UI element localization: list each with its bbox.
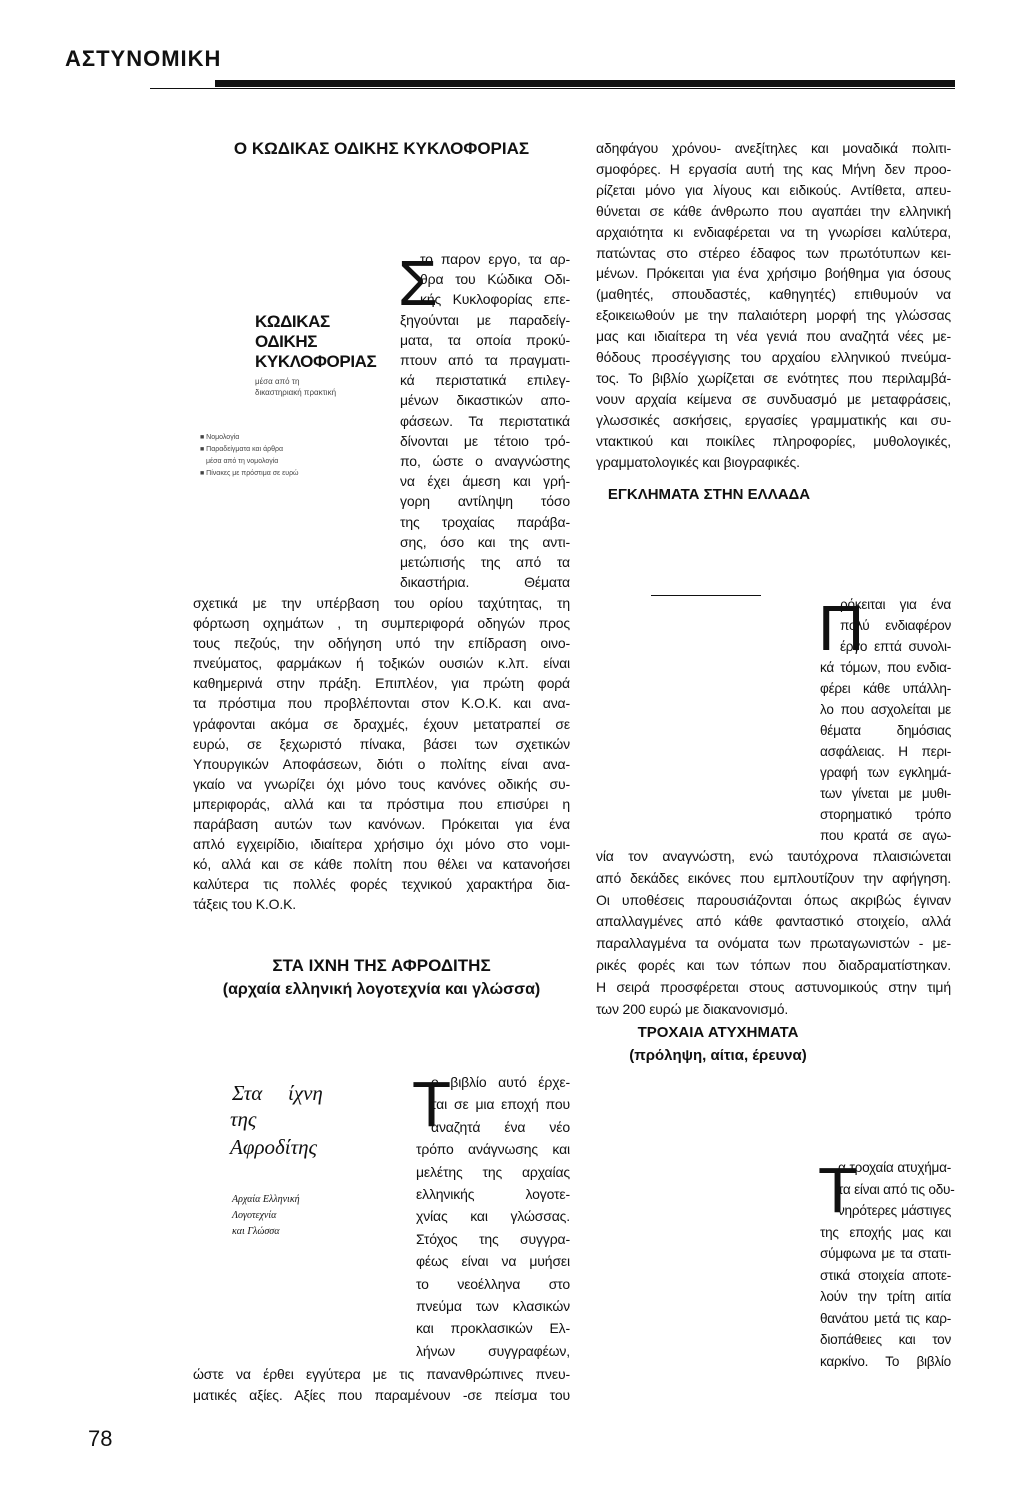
text-line: μετώπισής της από τα [400, 554, 570, 571]
text-line: Στόχος της συγγρα- [416, 1230, 570, 1247]
kok-text-full [193, 593, 570, 915]
text-line: φόρτωση οχημάτων , τη συμπεριφορά οδηγών προς [193, 615, 570, 632]
crimes-text-wrap [820, 594, 951, 846]
cover-subtitle-line: και Γλώσσα [232, 1226, 280, 1237]
kok-text-wrap [400, 249, 570, 592]
text-line: ρίζεται μόνο για λίγους και ειδικούς. Αντίθετα, απευ- [596, 181, 951, 198]
text-line: κά τόμων, που ενδια- [820, 660, 951, 675]
header-thin-rule [150, 88, 955, 89]
text-line: ελληνικής λογοτε- [416, 1186, 570, 1203]
text-line: γορη αντίληψη τόσο [400, 493, 570, 510]
drop-cap: Π [818, 592, 865, 664]
kok-heading: Ο ΚΩΔΙΚΑΣ ΟΔΙΚΗΣ ΚΥΚΛΟΦΟΡΙΑΣ [233, 139, 530, 158]
text-line: να έχει άμεση και γρή- [400, 473, 570, 490]
cover-bullet: ■ Νομολογία [200, 434, 240, 441]
cover-bullet: ■ Πίνακες με πρόστιμα σε ευρώ [200, 470, 299, 477]
text-line: ματα, τα οποία προκύ- [400, 331, 570, 348]
text-line: απλό εγχειρίδιο, ιδιαίτερα χρήσιμο όχι μόνο στο νομι- [193, 836, 570, 853]
aphrodite-book-cover [228, 1080, 378, 1270]
text-line: τους πεζούς, την οδήγηση υπό την επίδραση οινο- [193, 635, 570, 652]
text-line: γλωσσικές ασκήσεις, εργασίες γραμματικής και συ- [596, 411, 951, 428]
text-line: δικαστήρια. Θέματα [400, 574, 570, 591]
text-line: σης, όσο και της αντι- [400, 533, 570, 550]
text-line: αρχαιότητα κι ενδιαφέρεται να τη γνωρίσει καλύτερα, [596, 223, 951, 240]
text-line: (μαθητές, σπουδαστές, καθηγητές) επιθυμούν να [596, 286, 951, 303]
text-line: ο βιβλίο αυτό έρχε- [431, 1074, 570, 1090]
text-line: καλύτερα τις πολλές φορές τεχνικού χαρακτήρα δια- [193, 876, 570, 893]
cover-subtitle-line: δικαστηριακή πρακτική [255, 388, 337, 397]
text-line: γραφή των εγκλημά- [820, 765, 951, 780]
text-line: που κρατά σε αγω- [820, 828, 951, 843]
cover-title-word: ίχνη [288, 1081, 323, 1105]
accidents-text-wrap [818, 1154, 955, 1372]
text-line: φάσεων. Τα περιστατικά [400, 412, 570, 429]
text-line: μας και ιδιαίτερα τη νέα γενιά που αναζητά νέες με- [596, 328, 951, 345]
cover-title-line: ΚΥΚΛΟΦΟΡΙΑΣ [255, 352, 377, 371]
text-line: κά περιστατικά επιλεγ- [400, 372, 570, 389]
accidents-heading: ΤΡΟΧΑΙΑ ΑΤΥΧΗΜΑΤΑ [637, 1024, 799, 1041]
text-line: της εποχής μας και [820, 1224, 951, 1240]
text-line: σχετικά με την υπέρβαση του ορίου ταχύτητας, τη [193, 595, 570, 611]
drop-cap: Τ [818, 1154, 858, 1226]
text-line: κό, αλλά και σε κάθε πολίτη που θέλει να κατανοήσει [193, 856, 570, 873]
text-line: εξοικειωθούν με την παλαιότερη μορφή της γλώσσας [596, 307, 951, 324]
text-line: στορηματικό τρόπο [820, 807, 951, 822]
text-line: θανάτου μετά τις καρ- [820, 1310, 951, 1326]
text-line: πολύ ενδιαφέρον [840, 618, 951, 633]
text-line: Υπουργικών Αποφάσεων, διότι ο πολίτης είναι ανα- [193, 755, 570, 772]
drop-cap: Σ [398, 247, 438, 319]
text-line: από δεκάδες εικόνες που εμπλουτίζουν την αφήγηση. [596, 869, 951, 886]
text-line: χνίας και γλώσσας. [416, 1208, 570, 1225]
crimes-heading: ΕΓΚΛΗΜΑΤΑ ΣΤΗΝ ΕΛΛΑΔΑ [607, 486, 811, 503]
text-line: λούν την τρίτη αιτία [820, 1289, 951, 1304]
cover-title-line: ΚΩΔΙΚΑΣ [255, 312, 330, 331]
text-line: ρικές φορές και των τόπων που διαδραματίστηκαν. [596, 956, 951, 973]
text-line: Οι υποθέσεις παρουσιάζονται όπως ακριβώς έγιναν [596, 891, 951, 908]
text-line: των 200 ευρώ με διακανονισμό. [596, 1000, 789, 1017]
text-line: δίνονται με τέτοιο τρό- [400, 432, 570, 449]
text-line: ρόκειται για ένα [840, 597, 951, 612]
text-line: μπεριφοράς, αλλά και τα πρόστιμα που επισύρει η [193, 795, 570, 812]
cover-subtitle-line: μέσα από τη [255, 377, 300, 386]
text-line: θόδους προσέγγισης του αρχαίου ελληνικού πνεύμα- [596, 349, 951, 366]
aphrodite-subheading: (αρχαία ελληνική λογοτεχνία και γλώσσα) [222, 981, 541, 998]
text-line: σύμφωνα με τα στατι- [820, 1246, 951, 1261]
text-line: α τροχαία ατυχήμα- [838, 1160, 951, 1175]
text-line: αναζητά ένα νέο [431, 1118, 570, 1135]
text-line: τα πρόστιμα που προβλέπονται στον Κ.Ο.Κ. και ανα- [193, 695, 570, 712]
drop-cap: Τ [412, 1068, 452, 1140]
text-line: γκαίο να γνωρίζει όχι μόνο τους κανόνες οδικής συ- [193, 775, 570, 792]
text-line: ασφάλειας. Η περι- [820, 744, 951, 759]
text-line: θρα του Κώδικα Οδι- [420, 271, 570, 288]
text-line: πατώντας στο στέρεο έδαφος των πρωτότυπων κει- [596, 244, 951, 261]
accidents-subheading: (πρόληψη, αίτια, έρευνα) [629, 1047, 807, 1064]
text-line: ξηγούνται με παραδείγ- [400, 311, 570, 328]
text-line: γράφονται ακόμα σε δραχμές, έχουν μετατραπεί σε [193, 715, 570, 732]
aphrodite-text-continued [596, 138, 951, 473]
text-line: ματικές αξίες. Αξίες που παραμένουν -σε πείσμα του [193, 1387, 570, 1403]
text-line: τος. Το βιβλίο χωρίζεται σε ενότητες που περιλαμβά- [596, 369, 951, 386]
aphrodite-text-wrap [416, 1071, 570, 1362]
text-line: πνεύμα των κλασικών [416, 1298, 570, 1315]
text-line: θύνεται σε κάθε άνθρωπο που αγαπάει την ελληνική [596, 202, 951, 219]
cover-title-word: Στα [232, 1081, 263, 1105]
page-number: 78 [88, 1426, 113, 1451]
text-line: φέως είναι να μυήσει [416, 1253, 570, 1270]
text-line: γραμματολογικές και βιογραφικές. [596, 453, 800, 470]
text-line: καρκίνο. Το βιβλίο [820, 1353, 951, 1369]
text-line: λήνων συγγραφέων, [416, 1342, 570, 1359]
text-line: καθημερινά στην πράξη. Επιπλέον, για πρώτη φορά [193, 675, 570, 692]
text-line: ντακτικού και ποικίλες πληροφορίες, μυθολογικές, [596, 432, 951, 449]
text-line: διοπάθειες και τον [820, 1332, 951, 1347]
text-line: απαλλαγμένες από κάθε φανταστικό στοιχείο, αλλά [596, 913, 951, 930]
magazine-section-title: ΑΣΤΥΝΟΜΙΚΗ [65, 46, 222, 71]
text-line: κής Κυκλοφορίας επε- [420, 291, 570, 308]
text-line: τα είναι από τις οδυ- [838, 1181, 955, 1197]
text-line: νία τον αναγνώστη, ενώ ταυτόχρονα πλαισιώνεται [596, 848, 951, 864]
text-line: παράβαση αυτών των κανόνων. Πρόκειται για ένα [193, 816, 570, 833]
text-line: παραλλαγμένα τα ονόματα των πρωταγωνιστών - με- [596, 935, 951, 952]
cover-rule [651, 595, 761, 596]
header-rule [215, 80, 955, 87]
text-line: τάξεις του Κ.Ο.Κ. [193, 896, 297, 913]
text-line: ται σε μια εποχή που [431, 1096, 570, 1113]
text-line: πο, ώστε ο αναγνώστης [400, 453, 570, 470]
text-line: και προκλασικών Ελ- [416, 1320, 570, 1337]
text-line: μελέτης της αρχαίας [416, 1163, 570, 1180]
cover-subtitle-line: Αρχαία Ελληνική [232, 1194, 300, 1205]
cover-subtitle-line: Λογοτεχνία [232, 1210, 277, 1221]
text-line: των γίνεται με μυθι- [820, 786, 951, 801]
cover-bullet: ■ Παραδείγματα και άρθρα [200, 446, 284, 453]
aphrodite-text-full [193, 1364, 570, 1406]
text-line: νηρότερες μάστιγες [838, 1203, 951, 1218]
cover-bullet: μέσα από τη νομολογία [206, 458, 279, 465]
text-line: Η σειρά προσφέρεται στους αστυνομικούς στην τιμή [596, 978, 951, 995]
text-line: φέρει κάθε υπάλλη- [820, 681, 951, 696]
text-line: τρόπο ανάγνωσης και [416, 1141, 570, 1158]
cover-title-line: ΟΔΙΚΗΣ [255, 332, 318, 351]
text-line: έργο επτά συνολι- [840, 639, 951, 654]
text-line: ευρώ, σε ξεχωριστό πίνακα, βάσει των σχετικών [193, 735, 570, 752]
text-line: μένων δικαστικών απο- [400, 392, 570, 409]
text-line: πνεύματος, φαρμάκων ή τοξικών ουσιών κ.λπ. είναι [193, 655, 570, 672]
text-line: νουν αρχαία κείμενα σε συνδυασμό με μεταφράσεις, [596, 390, 951, 407]
kok-book-cover [255, 312, 376, 398]
cover-title-word: Αφροδίτης [230, 1135, 318, 1159]
cover-title-word: της [230, 1107, 257, 1131]
text-line: μένων. Πρόκειται για ένα χρήσιμο βοήθημα για όσους [596, 265, 951, 282]
text-line: σμοφόρες. Η εργασία αυτή της κας Μήνη δεν προο- [596, 160, 951, 177]
text-line: πτουν από τα πραγματι- [400, 352, 570, 369]
text-line: λο που ασχολείται με [820, 702, 951, 717]
text-line: αδηφάγου χρόνου- ανεξίτηλες και μοναδικά πολιτι- [596, 140, 951, 156]
text-line: θέματα δημόσιας [820, 723, 951, 738]
crimes-text-full [596, 846, 951, 1020]
text-line: στικά στοιχεία αποτε- [820, 1267, 951, 1283]
kok-cover-bullets [200, 432, 299, 480]
text-line: το παρον εργο, τα αρ- [420, 251, 570, 267]
text-line: ώστε να έρθει εγγύτερα με τις πανανθρώπινες πνευ- [193, 1366, 570, 1382]
aphrodite-heading: ΣΤΑ ΙΧΝΗ ΤΗΣ ΑΦΡΟΔΙΤΗΣ [272, 956, 491, 975]
text-line: το νεοέλληνα στο [416, 1275, 570, 1292]
text-line: της τροχαίας παράβα- [400, 513, 570, 530]
